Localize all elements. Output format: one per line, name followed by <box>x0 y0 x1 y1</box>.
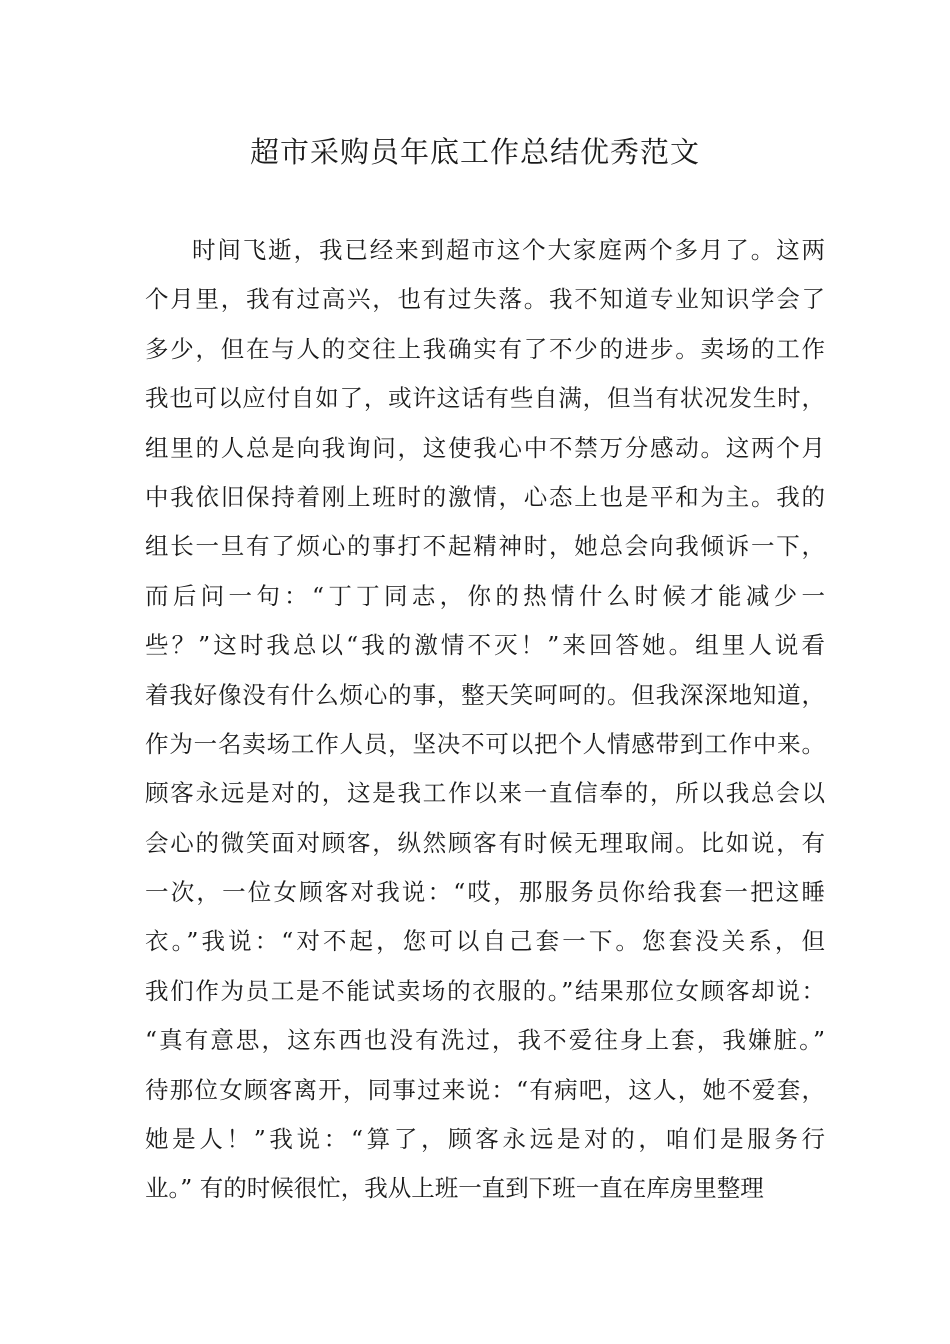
paragraph-line: 着我好像没有什么烦心的事，整天笑呵呵的。但我深深地知道， <box>145 680 825 709</box>
paragraph-line: 会心的微笑面对顾客，纵然顾客有时候无理取闹。比如说，有 <box>145 828 825 857</box>
paragraph-line: 待那位女顾客离开，同事过来说：“有病吧，这人，她不爱套， <box>145 1075 825 1104</box>
paragraph-line: 组里的人总是向我询问，这使我心中不禁万分感动。这两个月 <box>145 433 825 462</box>
paragraph-line: 而后问一句：“丁丁同志，你的热情什么时候才能减少一 <box>145 581 825 610</box>
document-body <box>145 226 825 1214</box>
paragraph-line: 组长一旦有了烦心的事打不起精神时，她总会向我倾诉一下， <box>145 532 825 561</box>
paragraph-line: 业。” 有的时候很忙，我从上班一直到下班一直在库房里整理 <box>145 1174 764 1203</box>
paragraph-line: 个月里，我有过高兴，也有过失落。我不知道专业知识学会了 <box>145 285 825 314</box>
paragraph-line: 时间飞逝，我已经来到超市这个大家庭两个多月了。这两 <box>192 236 825 264</box>
paragraph-line: 些？”这时我总以“我的激情不灭！”来回答她。组里人说看 <box>145 631 825 660</box>
paragraph-line: “真有意思，这东西也没有洗过，我不爱往身上套，我嫌脏。” <box>145 1026 825 1055</box>
paragraph-line: 顾客永远是对的，这是我工作以来一直信奉的，所以我总会以 <box>145 779 825 808</box>
paragraph-line: 多少，但在与人的交往上我确实有了不少的进步。卖场的工作 <box>145 334 825 363</box>
paragraph-line: 作为一名卖场工作人员，坚决不可以把个人情感带到工作中来。 <box>145 729 825 758</box>
paragraph-line: 她是人！”我说：“算了，顾客永远是对的，咱们是服务行 <box>145 1125 825 1154</box>
paragraph-line: 中我依旧保持着刚上班时的激情，心态上也是平和为主。我的 <box>145 482 825 511</box>
paragraph-line: 我也可以应付自如了，或许这话有些自满，但当有状况发生时， <box>145 384 825 413</box>
paragraph-line: 衣。”我说：“对不起，您可以自己套一下。您套没关系，但 <box>145 927 825 956</box>
document-title: 超市采购员年底工作总结优秀范文 <box>249 135 700 169</box>
paragraph-line: 一次，一位女顾客对我说：“哎，那服务员你给我套一把这睡 <box>145 878 825 907</box>
paragraph-line: 我们作为员工是不能试卖场的衣服的。”结果那位女顾客却说： <box>145 976 825 1005</box>
